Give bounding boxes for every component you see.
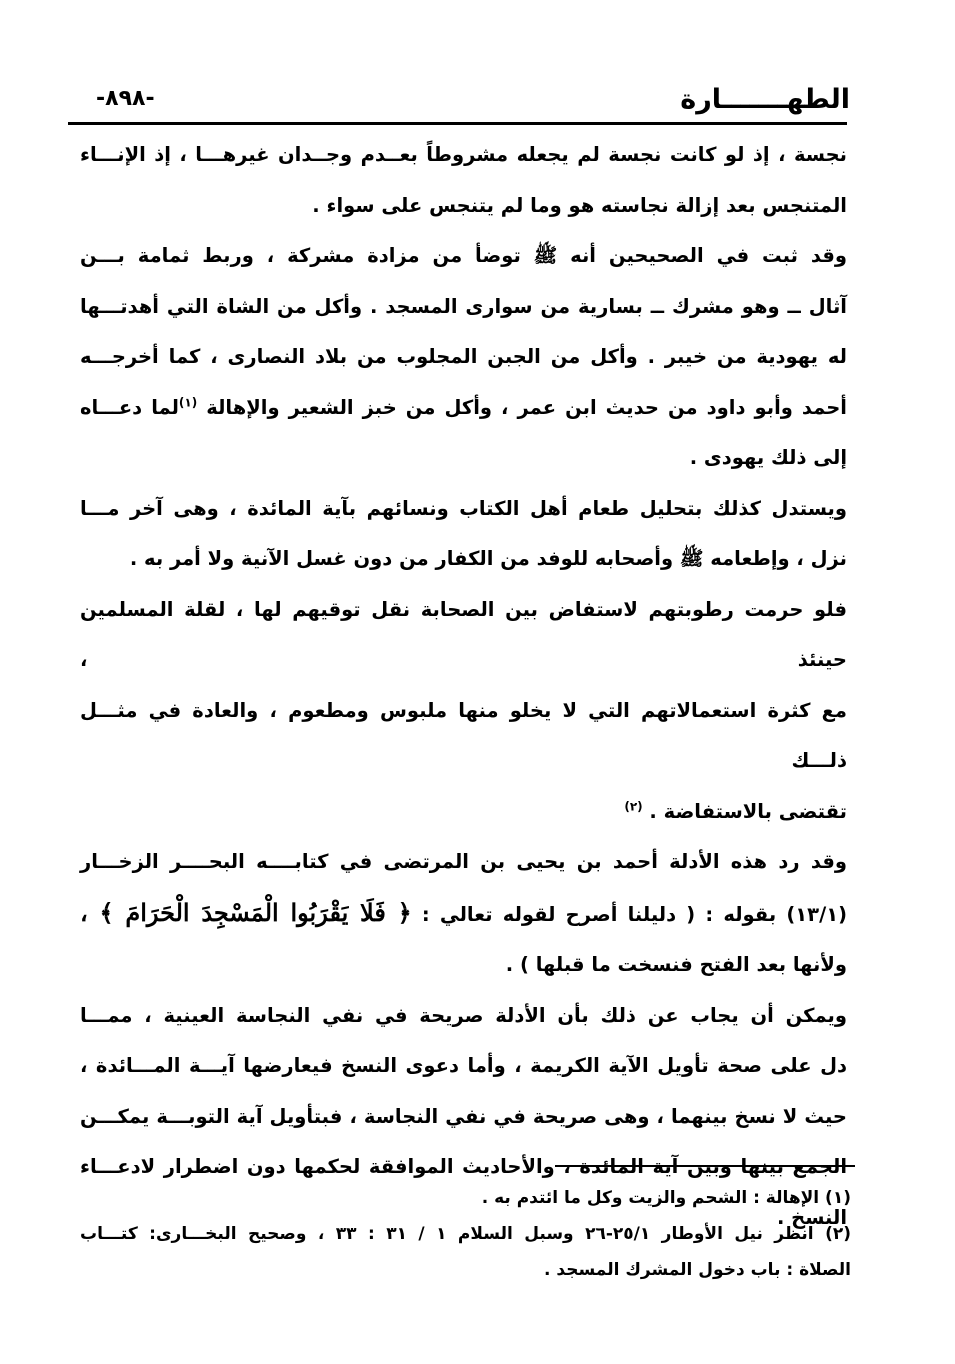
text-segment: أحمد وأبو داود من حديث ابن عمر ، وأكل من خبز الشعير والإهالة [206,395,847,419]
body-text [80,130,847,1243]
paragraph-4 [80,585,847,838]
quran-verse: ﴿ فَلَا يَقْرَبُوا الْمَسْجِدَ الْحَرَامَ ﴾ ، [80,897,412,927]
text-line-with-quran [80,888,847,941]
text-line-with-footnote [80,383,847,434]
text-line: ويمكن أن يجاب عن ذلك بأن الأدلة صريحة في نفي النجاسة العينية ، ممـــا [80,1003,847,1027]
text-line: نجسة ، إذ لو كانت نجسة لم يجعله مشروطاً بعــدم وجــدان غيرهـــا ، إذ الإنـــاء [80,143,847,166]
text-line-with-footnote [80,787,847,838]
text-line: وقد ثبت في الصحيحين أنه ﷺ توضأ من مزادة مشركة ، وربط ثمامة بـــن [80,244,847,267]
text-line: ويستدل كذلك بتحليل طعام أهل الكتاب ونسائهم بآية المائدة ، وهى آخر مـــا [80,496,847,520]
text-line: فلو حرمت رطوبتهم لاستفاض بين الصحابة نقل توقيهم لها ، لقلة المسلمين حينئذ ، [80,597,847,671]
text-line: مع كثرة استعمالاتهم التي لا يخلو منها ملبوس ومطعوم ، والعادة في مثـــل ذلـــك [80,698,847,772]
chapter-title: الطهـــــــارة [680,84,850,115]
footnote-2 [80,1216,851,1288]
page-number: -٨٩٨- [96,86,155,111]
header-rule [68,122,847,125]
text-line: نزل ، وإطعامه ﷺ وأصحابه للوفد من الكفار من دون غسل الآنية ولا أمر به . [129,547,847,570]
text-line: له يهودية من خيبر . وأكل من الجبن المجلوب من بلاد النصارى ، كما أخرجـــه [80,345,847,368]
footnote-ref-2[interactable]: (٢) [624,799,643,813]
footnote-line: الصلاة : باب دخول المشرك المسجد . [544,1260,851,1280]
text-segment: (١٣/١) بقوله : ( دليلنا أصرح لقوله تعالي : [421,902,848,926]
text-line: وقد رد هذه الأدلة أحمد بن يحيى بن المرتضى في كتابــــه البحــــر الزخـــار [80,850,847,873]
text-line: إلى ذلك يهودى . [689,446,847,469]
footnote-ref-1[interactable]: (١) [178,395,198,409]
footnotes [80,1180,851,1288]
text-line: الجمع بينها وبين آية المائدة ، والأحاديث الموافقة لحكمها دون اضطرار لادعـــاء [80,1155,847,1178]
text-line: حيث لا نسخ بينهما ، وهى صريحة في نفي النجاسة ، فبتأويل آية التوبـــة يمكـــن [80,1104,847,1128]
text-line: المتنجس بعد إزالة نجاسته هو وما لم يتنجس على سواء . [312,193,847,217]
paragraph-1 [80,130,847,231]
paragraph-5 [80,837,847,991]
text-line: آثال ــ وهو مشرك ــ بسارية من سوارى المسجد . وأكل من الشاة التي أهدتـــها [80,294,847,318]
footnote-line: (١) الإهالة : الشحم والزيت وكل ما ائتدم به . [481,1188,851,1208]
text-segment: تقتضى بالاستفاضة . [649,799,847,823]
text-segment: لما دعـــاه [80,395,179,419]
paragraph-2 [80,231,847,484]
text-line: النسخ . [776,1205,847,1229]
paragraph-3 [80,484,847,585]
text-line: ولأنها بعد الفتح فنسخت ما قبلها ) . [505,953,847,976]
footnote-line: (٢) انظر نيل الأوطار ٢٥/١-٢٦ وسبل السلام ١ / ٣١ : ٣٣ ، وصحيح البخـــارى: كتـــاب [80,1224,852,1244]
footnote-rule [555,1165,855,1167]
running-header [68,84,850,120]
footnote-1 [80,1180,851,1216]
text-line: دل على صحة تأويل الآية الكريمة ، وأما دعوى النسخ فيعارضها آيـــة المـــائدة ، [80,1054,847,1077]
